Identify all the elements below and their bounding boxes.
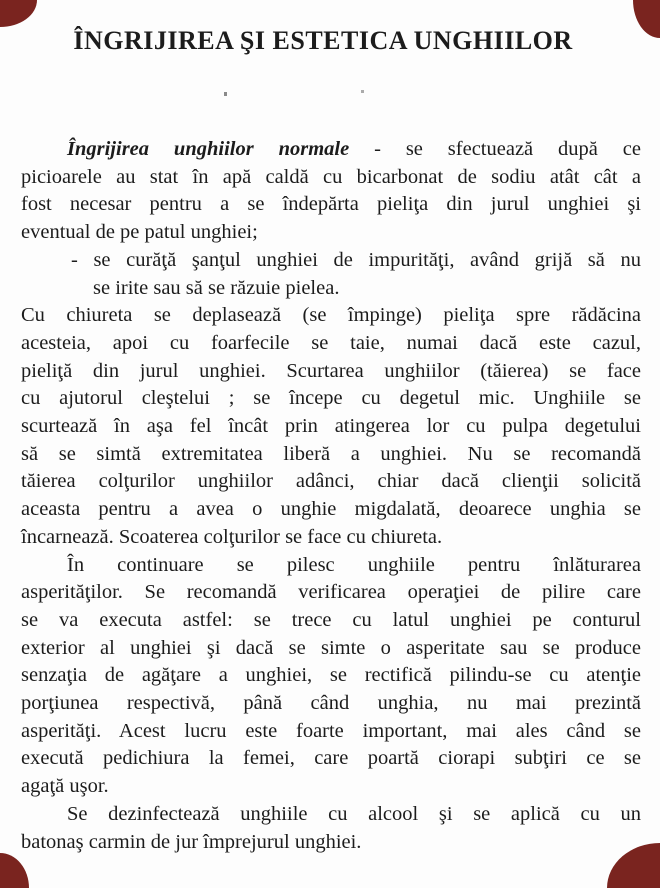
text-line: porţiunea respectivă, până când unghia, nu mai prezintă (21, 692, 641, 715)
text-line: Îngrijirea unghiilor normale - se sfectuează după ce (67, 138, 641, 160)
text-line: se va executa astfel: se trece cu latul unghiei pe conturul (21, 608, 641, 631)
text-line: acesteia, apoi cu foarfecile se taie, numai dacă este cazul, (21, 331, 641, 354)
scan-corner-bottom-left (0, 853, 29, 888)
text-line: pieliţă din jurul unghiei. Scurtarea unghiilor (tăierea) se face (21, 359, 641, 382)
scan-speck (361, 90, 364, 93)
text-line: aceasta pentru a avea o unghie migdalată, deoarece unghia se (21, 498, 641, 521)
text-line: se irite sau să se răzuie pielea. (93, 276, 340, 299)
scan-corner-top-left (0, 0, 37, 27)
text-line: asperităţi. Acest lucru este foarte important, mai ales când se (21, 719, 641, 742)
text-line: batonaş carmin de jur împrejurul unghiei. (21, 830, 362, 853)
text-line: senzaţia de agăţare a unghiei, se rectifică pilindu-se cu atenţie (21, 664, 641, 687)
text-line: eventual de pe patul unghiei; (21, 221, 258, 244)
text-line: Cu chiureta se deplasează (se împinge) pieliţa spre rădăcina (21, 304, 641, 327)
text-line: cu ajutorul cleştelui ; se începe cu degetul mic. Unghiile se (21, 387, 641, 410)
text-line: exterior al unghiei şi dacă se simte o asperitate sau se produce (21, 636, 641, 659)
text-line: tăierea colţurilor unghiilor adânci, chiar dacă clienţii solicită (21, 470, 641, 493)
text-line: fost necesar pentru a se îndepărta pieliţa din jurul unghiei şi (21, 193, 641, 216)
text-line: În continuare se pilesc unghiile pentru înlăturarea (67, 553, 641, 576)
text-line: picioarele au stat în apă caldă cu bicarbonat de sodiu atât cât a (21, 165, 641, 188)
text-line: Se dezinfectează unghiile cu alcool şi se aplică cu un (67, 802, 641, 825)
text-line: execută pedichiura la femei, care poartă ciorapi subţiri ce se (21, 747, 641, 770)
text-line: încarnează. Scoaterea colţurilor se face cu chiureta. (21, 525, 443, 548)
text-line: scurtează în aşa fel încât prin atingerea lor cu pulpa degetului (21, 415, 641, 438)
text-line: asperităţilor. Se recomandă verificarea operaţiei de pilire care (21, 581, 641, 604)
text-line: - se curăţă şanţul unghiei de impurităţi, având grijă să nu (71, 248, 641, 271)
page-title: ÎNGRIJIREA ŞI ESTETICA UNGHIILOR (73, 26, 573, 55)
document-body (21, 136, 641, 856)
text-line: agaţă uşor. (21, 775, 109, 798)
text-line: să se simtă extremitatea liberă a unghiei. Nu se recomandă (21, 442, 641, 465)
scan-speck (224, 92, 227, 96)
paragraph-lead: Îngrijirea unghiilor normale (67, 138, 350, 160)
